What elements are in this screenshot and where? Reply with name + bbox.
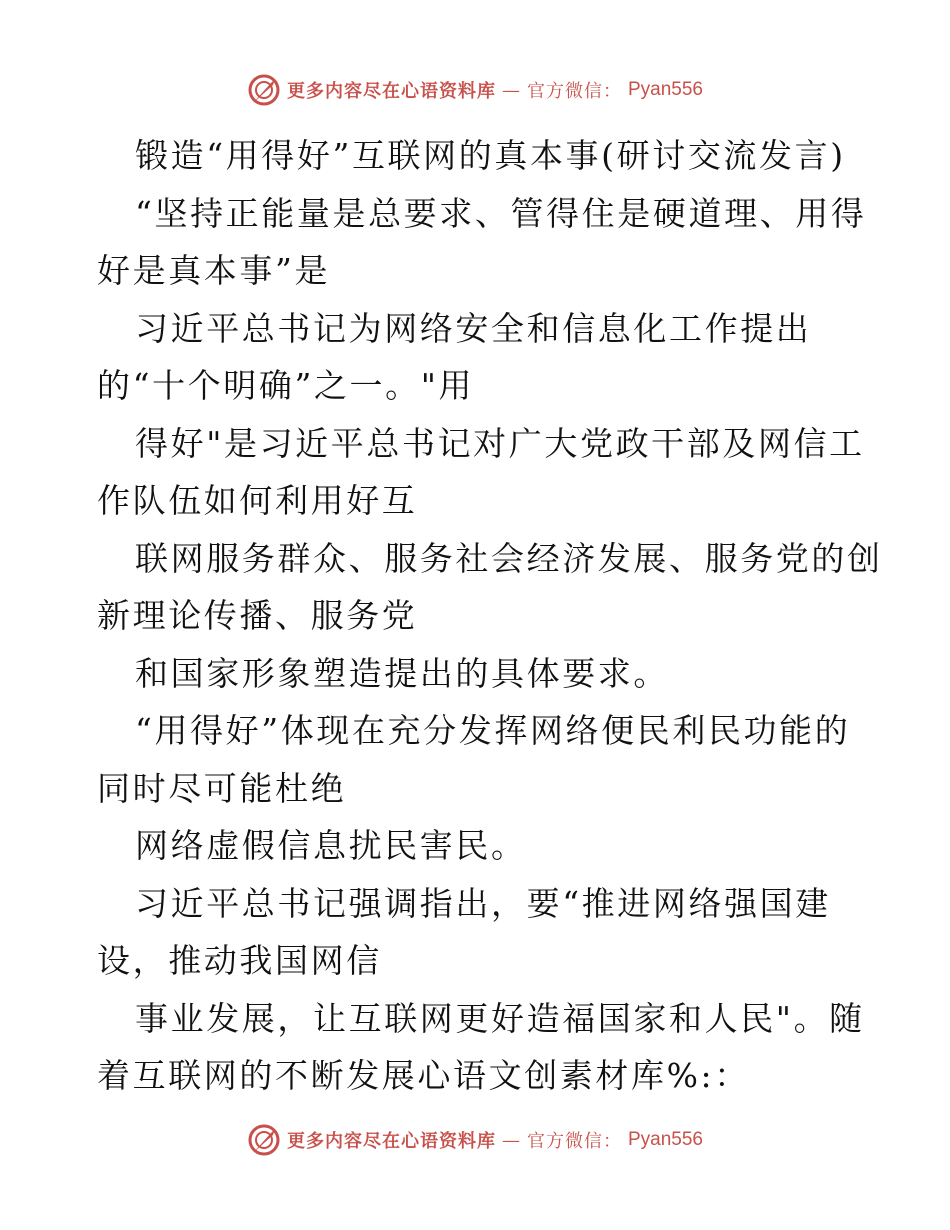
text-line: “坚持正能量是总要求、管得住是硬道理、用得: [135, 193, 867, 233]
text-line: 习近平总书记为网络安全和信息化工作提出: [135, 308, 812, 348]
text-line: 联网服务群众、服务社会经济发展、服务党的创: [135, 538, 883, 578]
text-line: 和国家形象塑造提出的具体要求。: [135, 653, 669, 693]
header-banner[interactable]: [0, 70, 950, 110]
quill-pen-seal-icon: [247, 73, 281, 107]
text-line: 习近平总书记强调指出，要“推进网络强国建: [135, 883, 831, 923]
text-line: 同时尽可能杜绝: [97, 768, 347, 808]
banner-wechat-label: 官方微信：: [526, 81, 622, 102]
banner-text: 更多内容尽在心语资料库: [286, 1131, 496, 1152]
text-line: 得好"是习近平总书记对广大党政干部及网信工: [135, 423, 865, 463]
banner-wechat-label: 官方微信：: [526, 1131, 622, 1152]
text-line: “用得好”体现在充分发挥网络便民利民功能的: [135, 711, 851, 750]
text-line: 新理论传播、服务党: [97, 596, 418, 635]
banner-dash: —: [501, 79, 521, 101]
banner-text: 更多内容尽在心语资料库: [286, 81, 496, 102]
text-line: 网络虚假信息扰民害民。: [135, 826, 527, 865]
footer-banner[interactable]: [0, 1120, 950, 1160]
text-line: 着互联网的不断发展心语文创素材库%:：: [97, 1056, 750, 1095]
text-line: 作队伍如何利用好互: [97, 481, 418, 520]
quill-pen-seal-icon: [247, 1123, 281, 1157]
text-line: 好是真本事”是: [97, 251, 331, 290]
text-line: 设，推动我国网信: [97, 941, 382, 980]
text-line: 的“十个明确”之一。"用: [97, 366, 475, 405]
banner-wechat-id: Pyan556: [627, 1129, 703, 1150]
banner-dash: —: [501, 1129, 521, 1151]
text-line: 事业发展，让互联网更好造福国家和人民"。随: [135, 998, 865, 1038]
document-body: [97, 127, 883, 1105]
document-title-line: 锻造“用得好”互联网的真本事(研讨交流发言): [135, 136, 846, 175]
banner-wechat-id: Pyan556: [627, 79, 703, 100]
